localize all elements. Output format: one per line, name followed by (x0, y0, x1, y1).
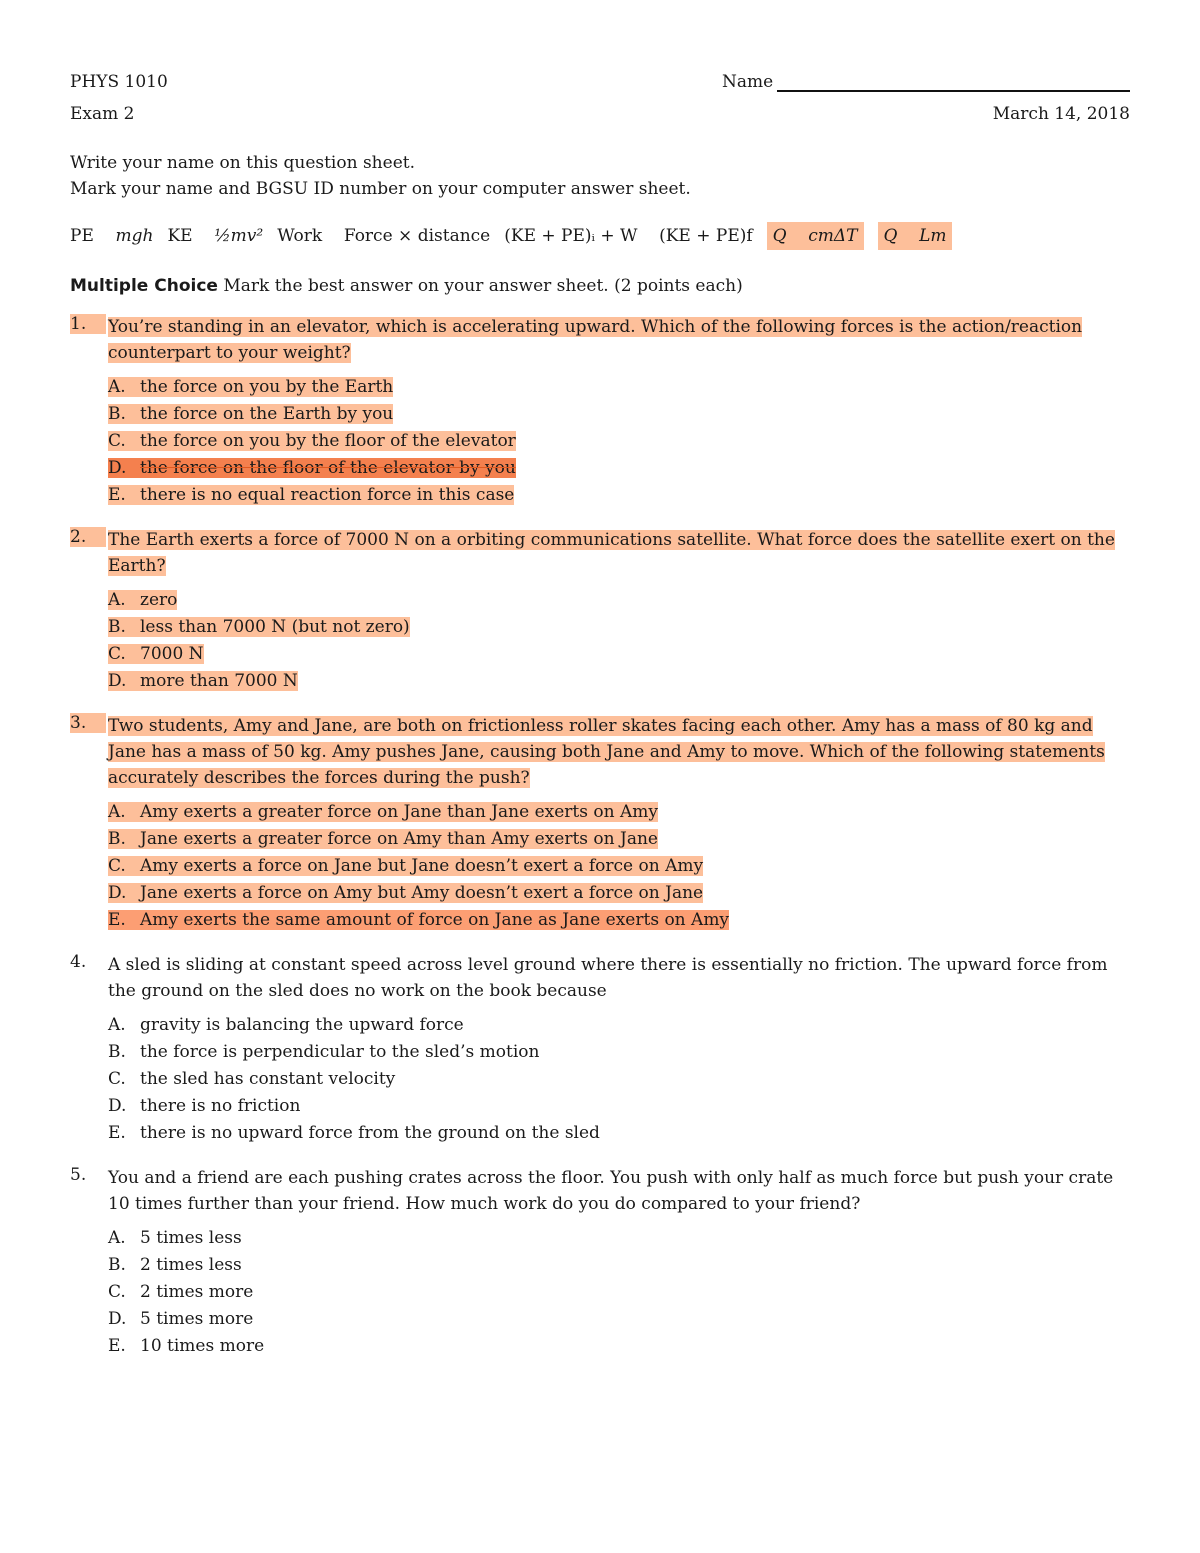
course-code: PHYS 1010 (70, 72, 168, 92)
formula-latent: Q Lm (878, 222, 953, 250)
question-number: 1. (70, 314, 106, 334)
option-c[interactable]: C. 7000 N (108, 644, 204, 664)
option-d[interactable]: D. the force on the floor of the elevator by you (108, 458, 516, 478)
option-a[interactable]: A. 5 times less (108, 1228, 242, 1248)
options (108, 587, 1130, 695)
section-title: Multiple Choice (70, 276, 218, 296)
option-b[interactable]: B. the force is perpendicular to the sled’s motion (108, 1042, 540, 1062)
exam-title: Exam 2 (70, 104, 135, 124)
formula-sheet (70, 222, 1130, 250)
name-blank-line[interactable] (777, 72, 1130, 92)
formula-pe: PE mgh (70, 226, 154, 246)
header-row-1 (70, 72, 1130, 92)
option-e[interactable]: E. 10 times more (108, 1336, 265, 1356)
option-d[interactable]: D. there is no friction (108, 1096, 301, 1116)
option-d[interactable]: D. more than 7000 N (108, 671, 298, 691)
question-number: 2. (70, 527, 106, 547)
exam-date: March 14, 2018 (992, 104, 1130, 124)
option-b[interactable]: B. Jane exerts a greater force on Amy than Amy exerts on Jane (108, 829, 658, 849)
option-b[interactable]: B. less than 7000 N (but not zero) (108, 617, 410, 637)
question-text: The Earth exerts a force of 7000 N on a orbiting communications satellite. What force does the satellite exert on the Earth? (108, 530, 1115, 576)
instruction-line-1: Write your name on this question sheet. (70, 153, 415, 173)
instruction-line-2: Mark your name and BGSU ID number on your computer answer sheet. (70, 179, 691, 199)
question-text: You and a friend are each pushing crates across the floor. You push with only half as much force but push your crate 10 times further than your friend. How much work do you do compared to your friend? (108, 1168, 1114, 1214)
options (108, 1225, 1130, 1360)
question-number: 4. (70, 952, 87, 972)
option-d[interactable]: D. Jane exerts a force on Amy but Amy doesn’t exert a force on Jane (108, 883, 704, 903)
instructions (70, 150, 1130, 202)
question-text: You’re standing in an elevator, which is accelerating upward. Which of the following forces is the action/reaction counterpart to your weight? (108, 317, 1083, 363)
option-a[interactable]: A. the force on you by the Earth (108, 377, 394, 397)
option-a[interactable]: A. gravity is balancing the upward force (108, 1015, 464, 1035)
option-e[interactable]: E. there is no equal reaction force in this case (108, 485, 515, 505)
option-e[interactable]: E. Amy exerts the same amount of force on Jane as Jane exerts on Amy (108, 910, 730, 930)
name-label: Name (722, 72, 774, 92)
option-a[interactable]: A. Amy exerts a greater force on Jane than Jane exerts on Amy (108, 802, 658, 822)
option-c[interactable]: C. 2 times more (108, 1282, 254, 1302)
section-heading (70, 276, 1130, 296)
option-b[interactable]: B. 2 times less (108, 1255, 242, 1275)
formula-energy: (KE + PE)ᵢ + W (KE + PE)f (504, 226, 753, 246)
options (108, 799, 1130, 934)
formula-heat: Q cmΔT (767, 222, 864, 250)
options (108, 1012, 1130, 1147)
option-a[interactable]: A. zero (108, 590, 178, 610)
question-1 (70, 314, 1130, 509)
question-3 (70, 713, 1130, 934)
question-4 (70, 952, 1130, 1147)
header-row-2 (70, 104, 1130, 124)
question-number: 3. (70, 713, 106, 733)
option-c[interactable]: C. the force on you by the floor of the elevator (108, 431, 516, 451)
option-d[interactable]: D. 5 times more (108, 1309, 254, 1329)
formula-work: Work Force × distance (277, 226, 491, 246)
name-field[interactable] (722, 72, 1130, 92)
question-number: 5. (70, 1165, 87, 1185)
options (108, 374, 1130, 509)
exam-page (70, 72, 1130, 1360)
option-c[interactable]: C. Amy exerts a force on Jane but Jane doesn’t exert a force on Amy (108, 856, 704, 876)
question-5 (70, 1165, 1130, 1360)
formula-ke: KE ½mv² (167, 226, 264, 246)
section-desc: Mark the best answer on your answer sheet. (2 points each) (223, 276, 743, 296)
question-2 (70, 527, 1130, 695)
option-c[interactable]: C. the sled has constant velocity (108, 1069, 396, 1089)
question-text: A sled is sliding at constant speed across level ground where there is essentially no friction. The upward force from the ground on the sled does no work on the book because (108, 955, 1108, 1001)
option-e[interactable]: E. there is no upward force from the ground on the sled (108, 1123, 600, 1143)
question-text: Two students, Amy and Jane, are both on frictionless roller skates facing each other. Amy has a mass of 80 kg and Jane has a mass of 50 kg. Amy pushes Jane, causing both Jane and Amy to move. Which of the following statements accurately describes the forces during the push? (108, 716, 1105, 788)
option-b[interactable]: B. the force on the Earth by you (108, 404, 394, 424)
